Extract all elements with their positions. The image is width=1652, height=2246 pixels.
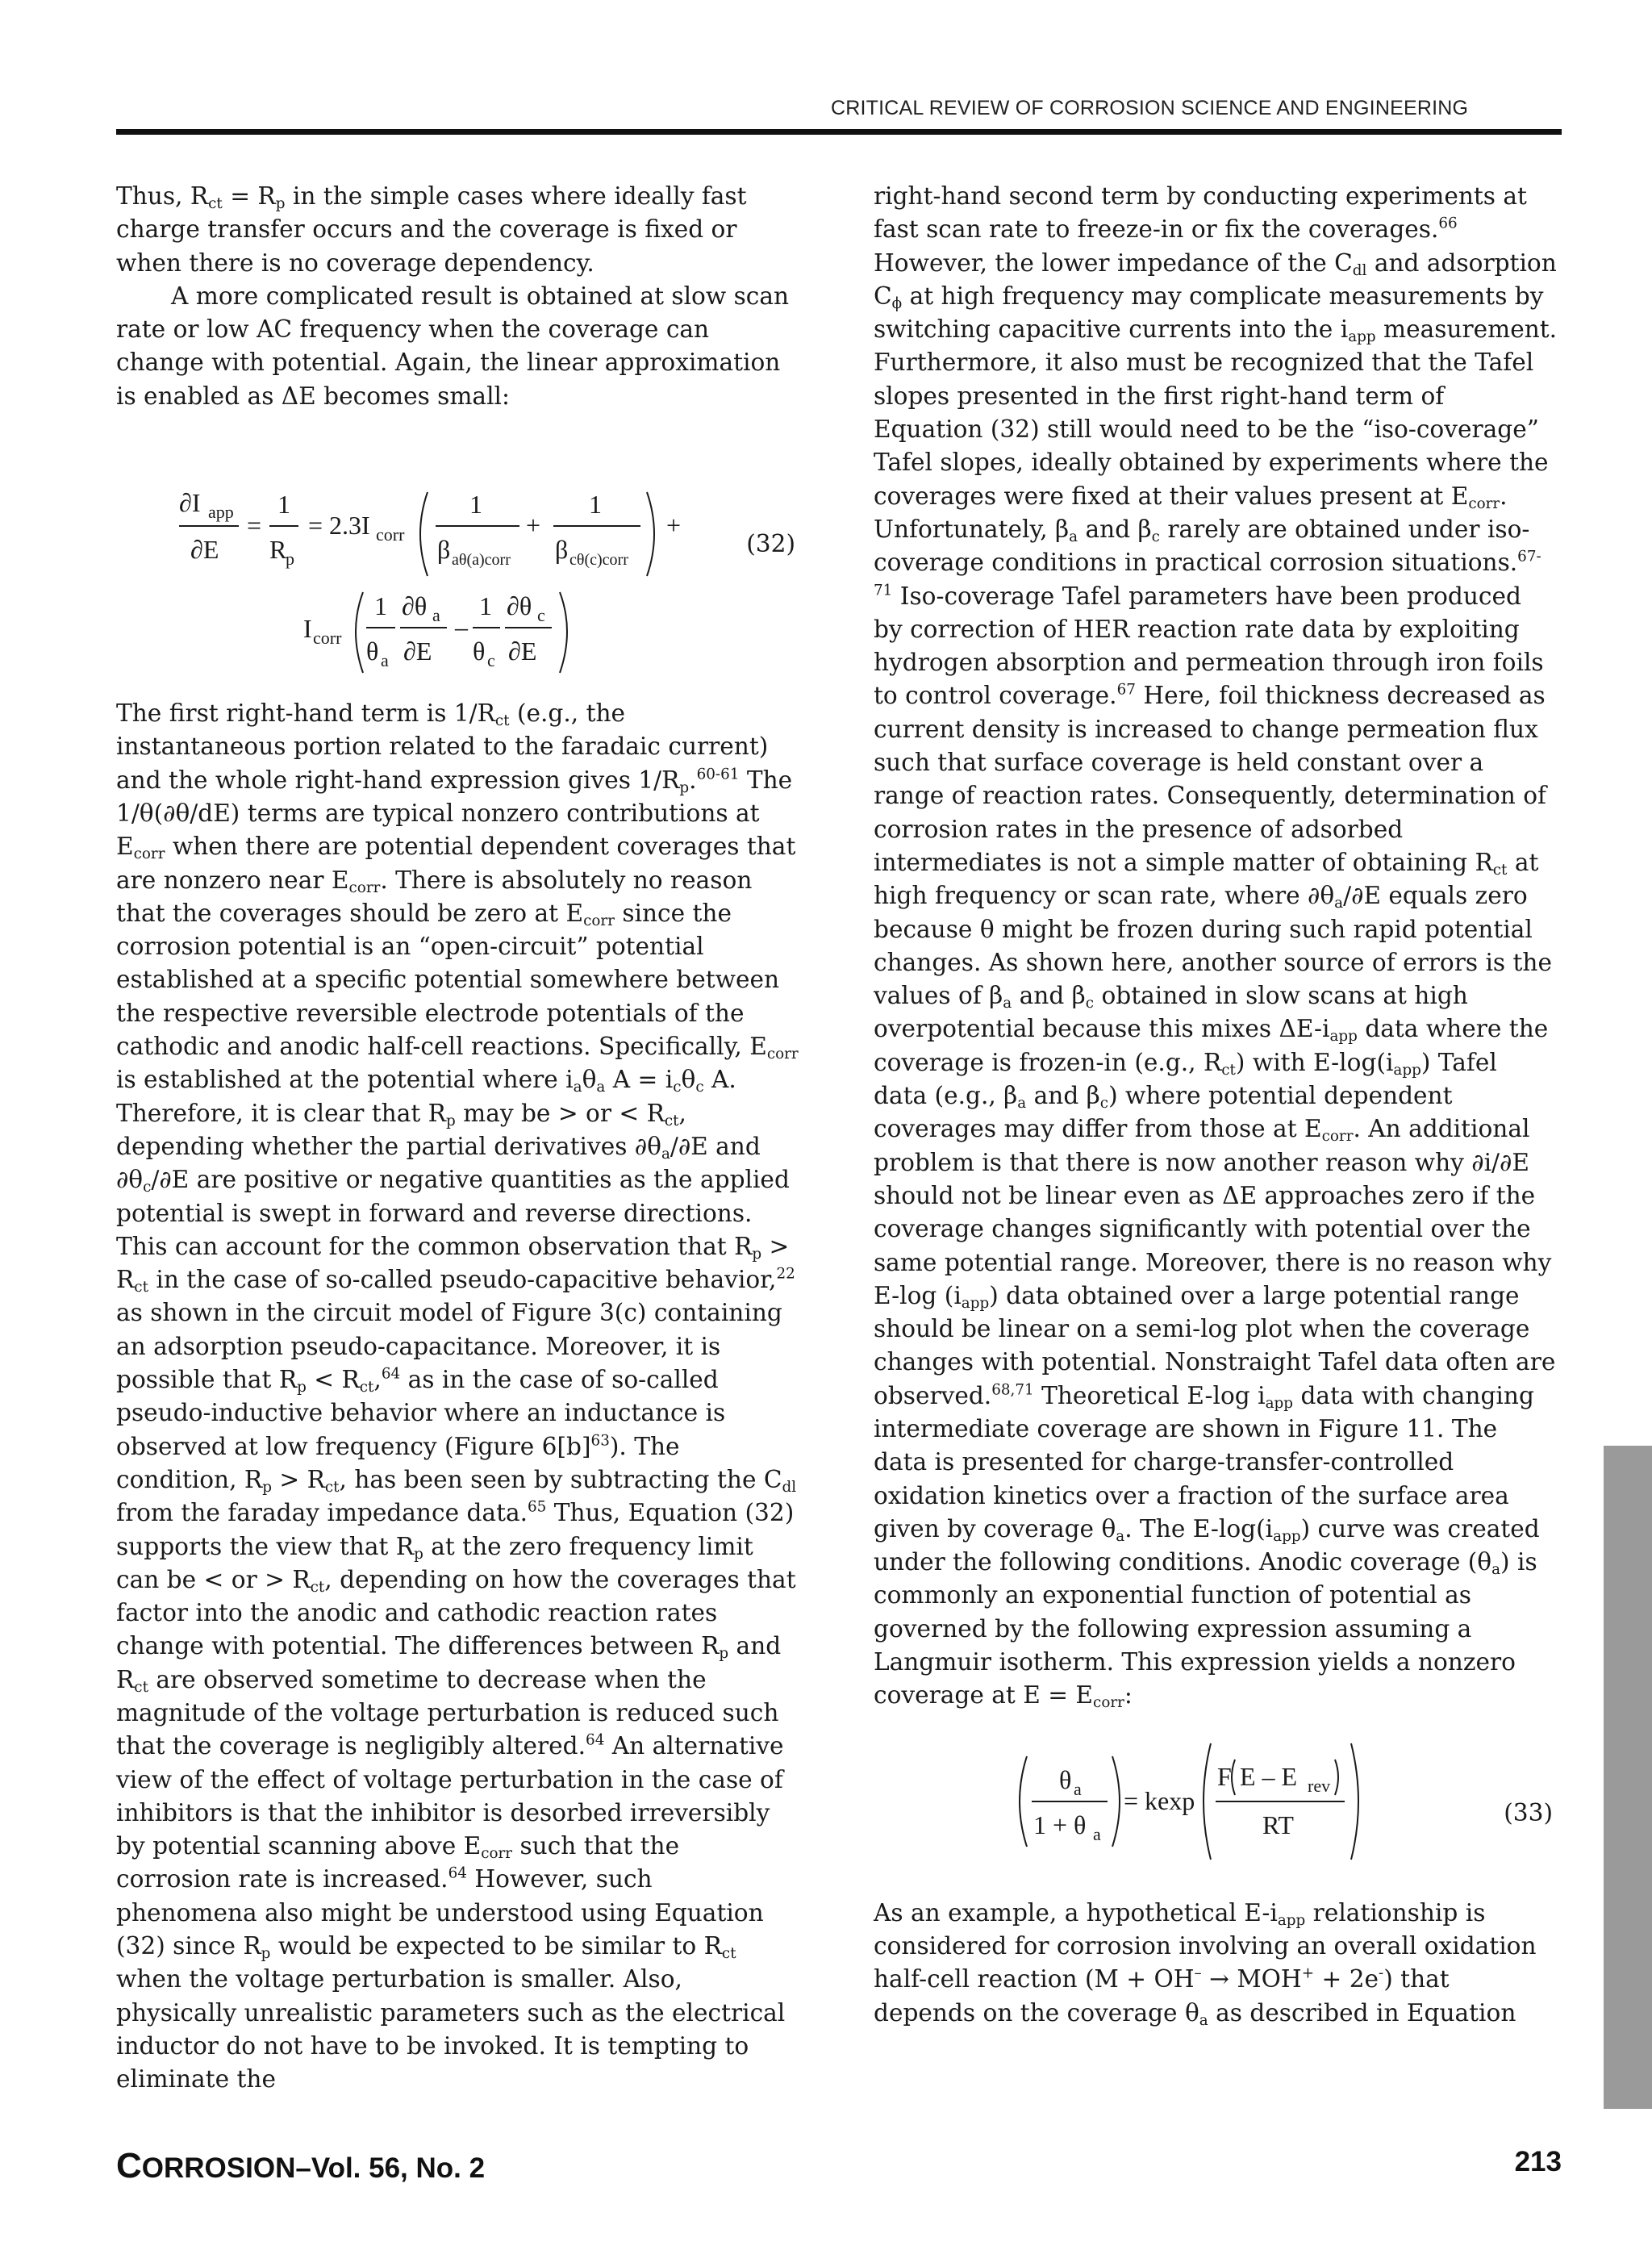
svg-text:corr: corr	[376, 524, 405, 545]
svg-text:∂I: ∂I	[179, 488, 201, 518]
svg-text:p: p	[286, 549, 294, 570]
svg-text:θ: θ	[1059, 1764, 1072, 1794]
svg-text:aθ(a)corr: aθ(a)corr	[452, 551, 511, 570]
equation-number: (33)	[1504, 1798, 1553, 1826]
svg-text:1: 1	[479, 591, 492, 621]
header-rule	[116, 129, 1562, 135]
svg-text:F: F	[1217, 1761, 1232, 1791]
side-tab	[1604, 1446, 1652, 2109]
svg-text:1: 1	[589, 490, 602, 520]
svg-text:θ: θ	[473, 637, 486, 666]
svg-text:= 2.3I: = 2.3I	[308, 511, 370, 541]
svg-text:I: I	[303, 614, 312, 644]
svg-text:= kexp: = kexp	[1124, 1785, 1195, 1815]
equation-33-formula	[874, 1713, 1487, 1897]
equation-33	[874, 1713, 1558, 1897]
svg-text:∂E: ∂E	[508, 637, 537, 666]
svg-text:rev: rev	[1308, 1775, 1331, 1796]
svg-text:a: a	[1093, 1823, 1101, 1844]
svg-text:∂E: ∂E	[190, 535, 219, 565]
svg-text:RT: RT	[1262, 1810, 1294, 1839]
svg-text:–: –	[455, 612, 468, 642]
paragraph: A more complicated result is obtained at slow scan rate or low AC frequency when the coverage can change with potential. Again, the linear approximation is enabled as ΔE becomes small:	[116, 282, 790, 410]
svg-text:=: =	[247, 511, 262, 541]
svg-text:E – E: E – E	[1240, 1761, 1298, 1791]
paragraph: Thus, $R_{ct} = R_p$ in the simple cases where ideally fast charge transfer occurs and the coverage is fixed or when there is no coverage dependency.	[116, 182, 747, 277]
svg-text:∂E: ∂E	[403, 637, 432, 666]
running-header: CRITICAL REVIEW OF CORROSION SCIENCE AND ENGINEERING	[831, 97, 1469, 119]
svg-text:c: c	[537, 605, 545, 626]
right-column	[874, 180, 1558, 2030]
paragraph: The first right-hand term is $1/R_{ct}$ (e.g., the instantaneous portion related to the faradaic current) and the whole right-hand expression gives $1/R_p.^{60-61}$ The 1/θ(∂θ/dE) terms are typical nonzero contributions at $E_{corr}$ when there are potential dependent coverages that are nonzero near $E_{corr}$. There is absolutely no reason that the coverages should be zero at $E_{corr}$ since the corrosion potential is an “open-circuit” potential established at a specific potential somewhere between the respective reversible electrode potentials of the cathodic and anodic half-cell reactions. Specifically, $E_{corr}$ is established at the potential where $i_a\theta_a$ $A = i_c\theta_c$ A. Therefore, it is clear that $R_p$ may be > or < $R_{ct}$, depending whether the partial derivatives $\partial\theta_a/\partial E$ and $\partial\theta_c/\partial E$ are positive or negative quantities as the applied potential is swept in forward and reverse directions. This can account for the common observation that $R_p > R_{ct}$ in the case of so-called pseudo-capacitive behavior,$^{22}$ as shown in the circuit model of Figure 3(c) containing an adsorption pseudo-capacitance. Moreover, it is possible that $R_p < R_{ct},^{64}$ as in the case of so-called pseudo-inductive behavior where an inductance is observed at low frequency (Figure $6[b]^{63}$). The condition, $R_p > R_{ct}$, has been seen by subtracting the $C_{dl}$ from the faraday impedance data.$^{65}$ Thus, Equation (32) supports the view that $R_p$ at the zero frequency limit can be < or > $R_{ct}$, depending on how the coverages that factor into the anodic and cathodic reaction rates change with potential. The differences between $R_p$ and $R_{ct}$ are observed sometime to decrease when the magnitude of the voltage perturbation is reduced such that the coverage is negligibly altered.$^{64}$ An alternative view of the effect of voltage perturbation in the case of inhibitors is that the inhibitor is desorbed irreversibly by potential scanning above $E_{corr}$ such that the corrosion rate is increased.$^{64}$ However, such phenomena also might be understood using Equation (32) since $R_p$ would be expected to be similar to $R_{ct}$ when the voltage perturbation is smaller. Also, physically unrealistic parameters such as the electrical inductor do not have to be invoked. It is tempting to eliminate the	[116, 699, 799, 2094]
svg-text:1: 1	[469, 490, 482, 520]
svg-text:R: R	[269, 535, 287, 565]
page-number: 213	[1514, 2146, 1562, 2177]
equation-32	[116, 413, 800, 697]
equation-32-formula	[116, 413, 729, 697]
footer-journal-initial: C	[116, 2146, 142, 2185]
paragraph: As an example, a hypothetical $E-i_{app}$ relationship is considered for corrosion involving an overall oxidation half-cell reaction (M + OH– → MOH+ + 2e-) that depends on the coverage $\theta_a$ as described in Equation	[874, 1898, 1537, 2029]
svg-text:+: +	[526, 511, 541, 541]
svg-text:app: app	[208, 502, 234, 523]
left-column	[116, 180, 800, 2097]
svg-text:a: a	[432, 605, 440, 626]
svg-text:a: a	[1074, 1778, 1082, 1799]
svg-text:β: β	[437, 535, 451, 565]
footer-journal-rest: ORROSION–Vol. 56, No. 2	[141, 2152, 486, 2184]
svg-text:c: c	[487, 650, 495, 671]
footer-journal	[116, 2146, 485, 2186]
svg-text:cθ(c)corr: cθ(c)corr	[569, 551, 628, 570]
svg-text:a: a	[381, 650, 389, 671]
svg-text:1: 1	[374, 591, 387, 621]
svg-text:corr: corr	[313, 628, 342, 649]
svg-text:1: 1	[277, 490, 290, 520]
svg-text:1 + θ: 1 + θ	[1033, 1810, 1087, 1839]
svg-text:θ: θ	[366, 637, 379, 666]
svg-text:∂θ: ∂θ	[402, 591, 428, 621]
paragraph: right-hand second term by conducting experiments at fast scan rate to freeze-in or fix the coverages.$^{66}$ However, the lower impedance of the $C_{dl}$ and adsorption $C_\phi$ at high frequency may complicate measurements by switching capacitive currents into the $i_{app}$ measurement. Furthermore, it also must be recognized that the Tafel slopes presented in the first right-hand term of Equation (32) still would need to be the “iso-coverage” Tafel slopes, ideally obtained by experiments where the coverages were fixed at their values present at $E_{corr}$. Unfortunately, $\beta_a$ and $\beta_c$ rarely are obtained under iso-coverage conditions in practical corrosion situations.$^{67-71}$ Iso-coverage Tafel parameters have been produced by correction of HER reaction rate data by exploiting hydrogen absorption and permeation through iron foils to control coverage.$^{67}$ Here, foil thickness decreased as current density is increased to change permeation flux such that surface coverage is held constant over a range of reaction rates. Consequently, determination of corrosion rates in the presence of adsorbed intermediates is not a simple matter of obtaining $R_{ct}$ at high frequency or scan rate, where $\partial\theta_a/\partial E$ equals zero because θ might be frozen during such rapid potential changes. As shown here, another source of errors is the values of $\beta_a$ and $\beta_c$ obtained in slow scans at high overpotential because this mixes $\Delta E-i_{app}$ data where the coverage is frozen-in (e.g., $R_{ct}$) with $E-\log(i_{app})$ Tafel data (e.g., $\beta_a$ and $\beta_c$) where potential dependent coverages may differ from those at $E_{corr}$. An additional problem is that there is now another reason why ∂i/∂E should not be linear even as ΔE approaches zero if the coverage changes significantly with potential over the same potential range. Moreover, there is no reason why E-log $(i_{app})$ data obtained over a large potential range should be linear on a semi-log plot when the coverage changes with potential. Nonstraight Tafel data often are observed.$^{68,71}$ Theoretical E-log $i_{app}$ data with changing intermediate coverage are shown in Figure 11. The data is presented for charge-transfer-controlled oxidation kinetics over a fraction of the surface area given by coverage $\theta_a$. The $E-\log(i_{app})$ curve was created under the following conditions. Anodic coverage $(\theta_a)$ is commonly an exponential function of potential as governed by the following expression assuming a Langmuir isotherm. This expression yields a nonzero coverage at $E = E_{corr}$:	[874, 182, 1558, 1712]
svg-text:β: β	[555, 535, 569, 565]
svg-text:+: +	[666, 511, 682, 541]
equation-number: (32)	[746, 530, 795, 558]
svg-text:∂θ: ∂θ	[507, 591, 532, 621]
